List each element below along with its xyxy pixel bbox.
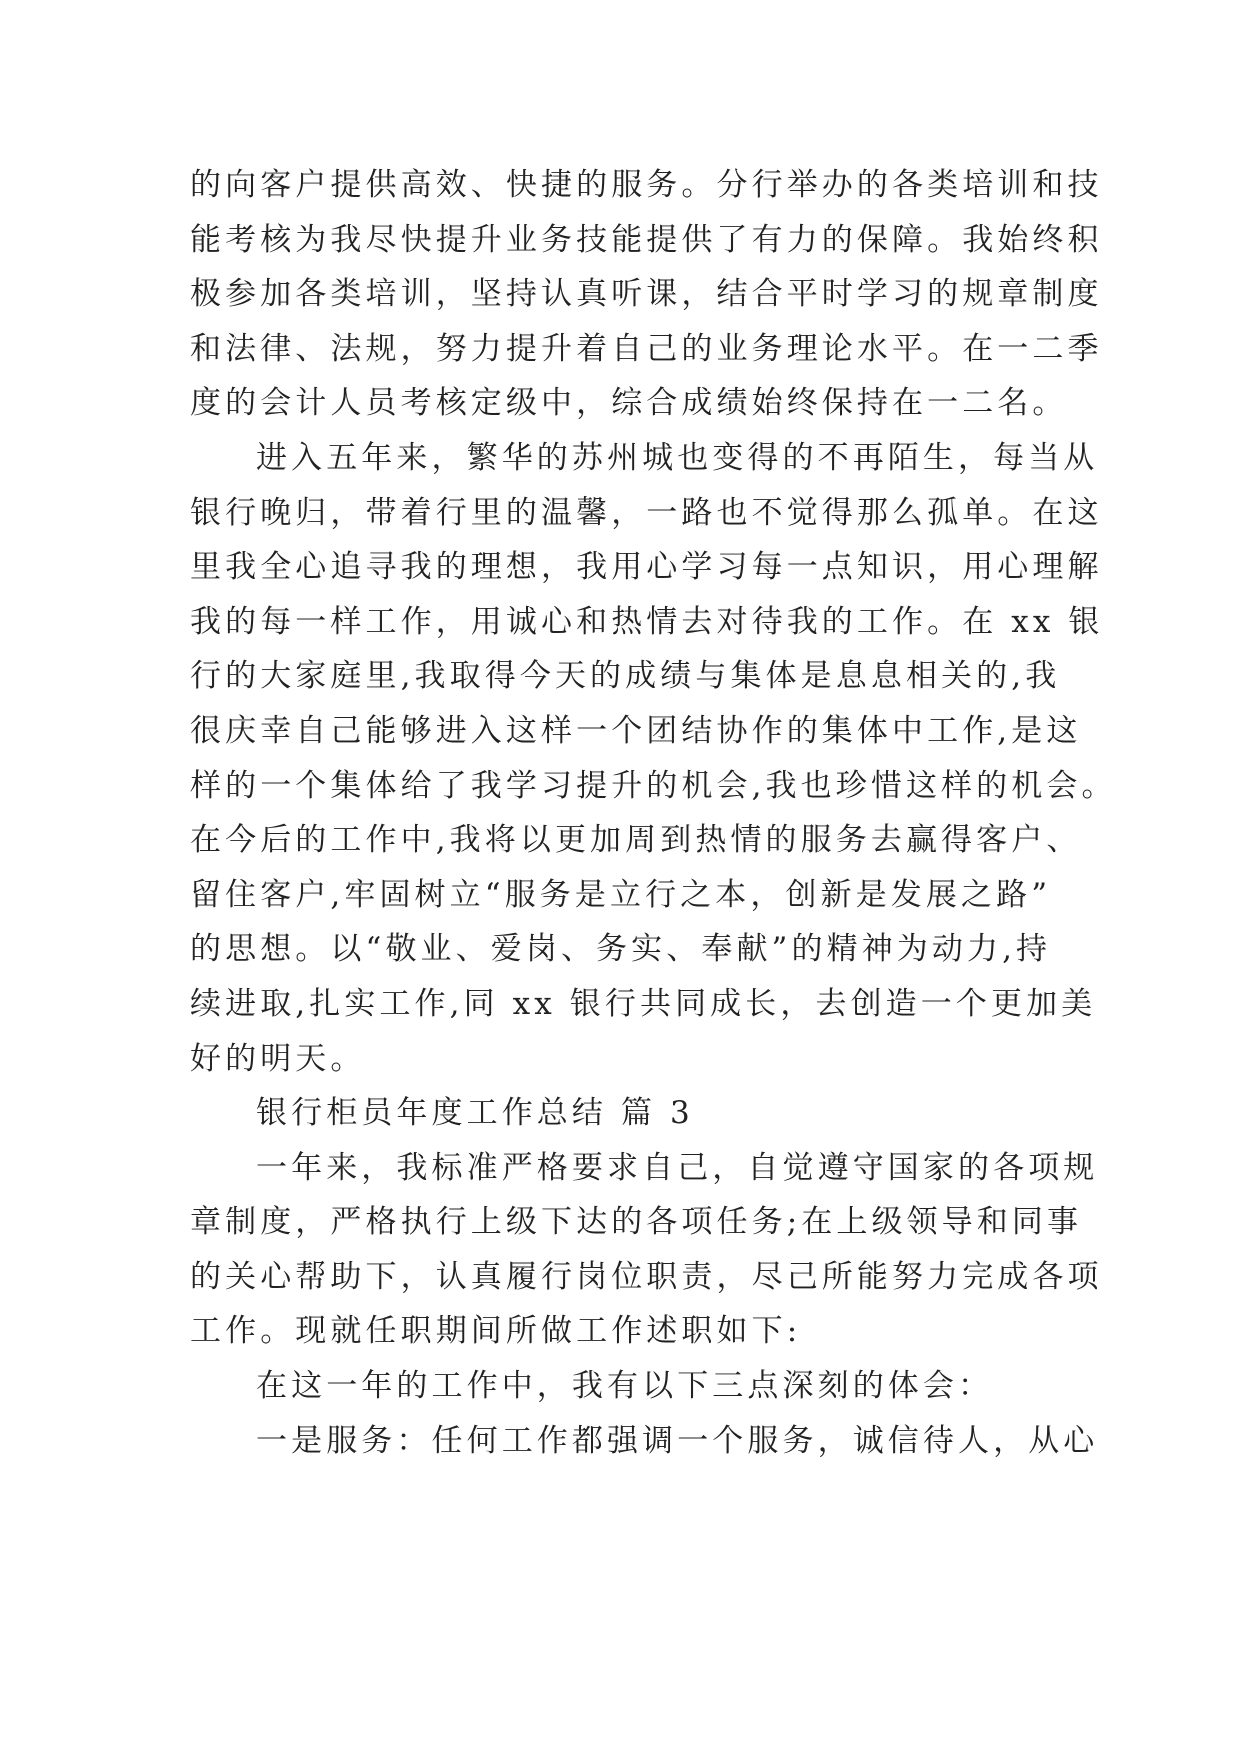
paragraph-line-indented: 进入五年来，繁华的苏州城也变得的不再陌生，每当从: [256, 439, 1099, 476]
paragraph-line: 在今后的工作中,我将以更加周到热情的服务去赢得客户、: [190, 822, 1082, 859]
paragraph-line: 能考核为我尽快提升业务技能提供了有力的保障。我始终积: [190, 221, 1103, 258]
paragraph-line-indented: 银行柜员年度工作总结 篇 3: [256, 1095, 694, 1132]
document-body: [190, 158, 1117, 1468]
paragraph-line: 续进取,扎实工作,同 xx 银行共同成长，去创造一个更加美: [190, 985, 1097, 1022]
paragraph-line-indented: 一年来，我标准严格要求自己，自觉遵守国家的各项规: [256, 1149, 1099, 1186]
paragraph-line: 工作。现就任职期间所做工作述职如下:: [190, 1313, 802, 1350]
paragraph-line: 银行晚归，带着行里的温馨，一路也不觉得那么孤单。在这: [190, 494, 1103, 531]
paragraph-line: 极参加各类培训，坚持认真听课，结合平时学习的规章制度: [190, 276, 1103, 313]
paragraph-line-indented: 在这一年的工作中，我有以下三点深刻的体会：: [256, 1368, 994, 1405]
paragraph-line: 的向客户提供高效、快捷的服务。分行举办的各类培训和技: [190, 167, 1103, 203]
paragraph-line: 的思想。以“敬业、爱岗、务实、奉献”的精神为动力,持: [190, 931, 1052, 968]
paragraph-line: 章制度，严格执行上级下达的各项任务;在上级领导和同事: [190, 1204, 1083, 1241]
paragraph-line: 样的一个集体给了我学习提升的机会,我也珍惜这样的机会。: [190, 767, 1117, 804]
paragraph-line: 和法律、法规，努力提升着自己的业务理论水平。在一二季: [190, 330, 1103, 367]
paragraph-line: 行的大家庭里,我取得今天的成绩与集体是息息相关的,我: [190, 658, 1061, 695]
paragraph-line-indented: 一是服务：任何工作都强调一个服务，诚信待人，从心: [256, 1422, 1099, 1459]
paragraph-line: 留住客户,牢固树立“服务是立行之本，创新是发展之路”: [190, 876, 1052, 913]
paragraph-line: 的关心帮助下，认真履行岗位职责，尽己所能努力完成各项: [190, 1258, 1103, 1295]
paragraph-line: 我的每一样工作，用诚心和热情去对待我的工作。在 xx 银: [190, 603, 1104, 640]
paragraph-line: 里我全心追寻我的理想，我用心学习每一点知识，用心理解: [190, 549, 1103, 586]
paragraph-line: 度的会计人员考核定级中，综合成绩始终保持在一二名。: [190, 385, 1068, 422]
paragraph-line: 很庆幸自己能够进入这样一个团结协作的集体中工作,是这: [190, 712, 1082, 749]
paragraph-line: 好的明天。: [190, 1040, 366, 1077]
